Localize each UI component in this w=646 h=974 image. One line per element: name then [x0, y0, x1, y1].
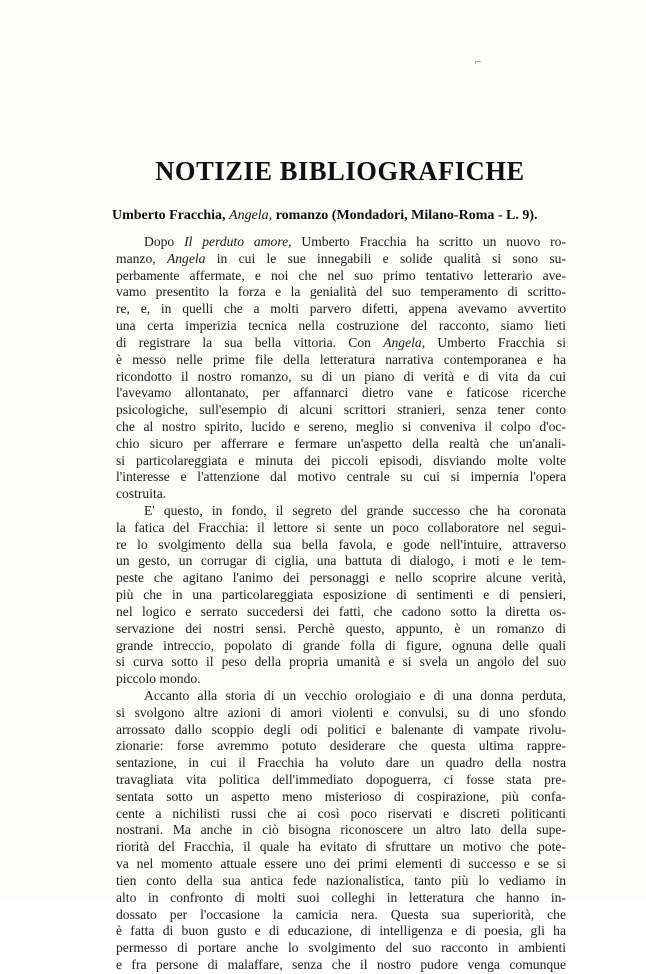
text-line: dossato per l'occasione la camicia nera. Questa sua superiorità, che	[116, 906, 566, 922]
text-line: si svolgono altre azioni di amori violenti e convulsi, su di uno sfondo	[116, 704, 566, 720]
text-line: si curva sotto il peso della propria umanità e si svela un angolo del suo	[116, 654, 566, 670]
text-line: alto in confronto di molti suoi colleghi in letteratura che hanno in-	[116, 889, 566, 905]
text-line: una certa imperizia tecnica nella costruzione del racconto, siamo lieti	[116, 318, 566, 334]
text-line: cente a nichilisti russi che ai così poco riservati e discreti politicanti	[116, 805, 566, 821]
text-line: va nel momento attuale essere uno dei primi elementi di successo e se si	[116, 856, 566, 872]
text-line: nel logico e serrato succedersi dei fatti, che cadono sotto la diretta os-	[116, 603, 566, 619]
text-line: è messo nelle prime file della letteratura narrativa contemporanea e ha	[116, 351, 566, 367]
text-line: peste che agitano l'animo dei personaggi e nello scoprire alcune verità,	[116, 570, 566, 586]
text-line: che al nostro spirito, lucido e sereno, meglio si conveniva il colpo d'oc-	[116, 418, 566, 434]
text-line: la fatica del Fracchia: il lettore si sente un poco collaboratore nel segui-	[116, 519, 566, 535]
text-line: di registrare la sua bella vittoria. Con Angela, Umberto Fracchia si	[116, 334, 566, 350]
text-line: psicologiche, sull'esempio di alcuni scrittori stranieri, senza tener conto	[116, 402, 566, 418]
review-heading	[112, 207, 572, 225]
text-line: chio sicuro per afferrare e fermare un'aspetto della realtà che un'anali-	[116, 435, 566, 451]
text-line: sentata sotto un aspetto meno misterioso di cospirazione, più confa-	[116, 788, 566, 804]
text-line: l'avevamo allontanato, per affannarci dietro vane e faticose ricerche	[116, 385, 566, 401]
text-line: nostrani. Ma anche in ciò bisogna riconoscere un altro lato della supe-	[116, 822, 566, 838]
text-line: riorità del Fracchia, il quale ha evitato di sfruttare un motivo che pote-	[116, 839, 566, 855]
text-line: perbamente affermate, e noi che nel suo primo tentativo letterario ave-	[116, 267, 566, 283]
text-line: re lo svolgimento della sua bella favola, e gode nell'intuire, attraverso	[116, 536, 566, 552]
text-line: ricondotto il nostro romanzo, su di un piano di verità e di vita da cui	[116, 368, 566, 384]
text-line: permesso di portare anche lo svolgimento del suo racconto in ambienti	[116, 940, 566, 956]
text-line: re, e, in quelli che a molti parvero difetti, appena avevamo avvertito	[116, 301, 566, 317]
review-author: Umberto Fracchia,	[112, 208, 226, 223]
text-line: piccolo mondo.	[116, 671, 201, 687]
text-line: grande intreccio, popolato di grande folla di figure, ognuna delle quali	[116, 637, 566, 653]
text-line: vamo presentito la forza e la genialità del suo temperamento di scritto-	[116, 284, 566, 300]
text-line: sentazione, in cui il Fracchia ha voluto dare un quadro della nostra	[116, 755, 566, 771]
text-line: l'interesse e l'attenzione dal motivo centrale su cui si impernia l'opera	[116, 469, 566, 485]
text-line: manzo, Angela in cui le sue innegabili e solide qualità si sono su-	[116, 250, 566, 266]
text-line: tien conto della sua antica fede nazionalistica, tanto più lo vediamo in	[116, 872, 566, 888]
text-line: Accanto alla storia di un vecchio orologiaio e di una donna perduta,	[144, 687, 566, 703]
review-work-title: Angela,	[229, 208, 273, 223]
text-line: Dopo Il perduto amore, Umberto Fracchia ha scritto un nuovo ro-	[144, 234, 566, 249]
section-title: NOTIZIE BIBLIOGRAFICHE	[155, 156, 525, 186]
text-line: travagliata vita politica dell'immediato dopoguerra, ci fosse stata pre-	[116, 772, 566, 787]
review-body	[116, 234, 566, 974]
text-line: più che in una particolareggiata esposizione di sentimenti e di pensieri,	[116, 587, 566, 603]
text-line: e fra persone di malaffare, senza che il nostro pudore venga comunque	[116, 956, 566, 972]
print-mark: ⌐	[474, 58, 482, 68]
text-line: è fatta di buon gusto e di educazione, di intelligenza e di poesia, gli ha	[116, 923, 566, 939]
text-line: zionarie: forse avremmo potuto desiderare che questa ultima rappre-	[116, 738, 566, 754]
text-line: servazione dei nostri sensi. Perchè questo, appunto, è un romanzo di	[116, 620, 566, 636]
text-line: un gesto, un corrugar di ciglia, una battuta di dialogo, i moti e le tem-	[116, 553, 566, 569]
text-line: costruita.	[116, 486, 167, 502]
text-line: E' questo, in fondo, il segreto del grande successo che ha coronata	[144, 503, 566, 518]
review-publication-details: romanzo (Mondadori, Milano-Roma - L. 9).	[275, 208, 538, 223]
text-line: arrossato dallo scoppio degli odi politici e balenante di vampate rivolu-	[116, 721, 566, 737]
text-line: si particolareggiata e minuta dei piccoli episodi, disviando molte volte	[116, 452, 566, 468]
